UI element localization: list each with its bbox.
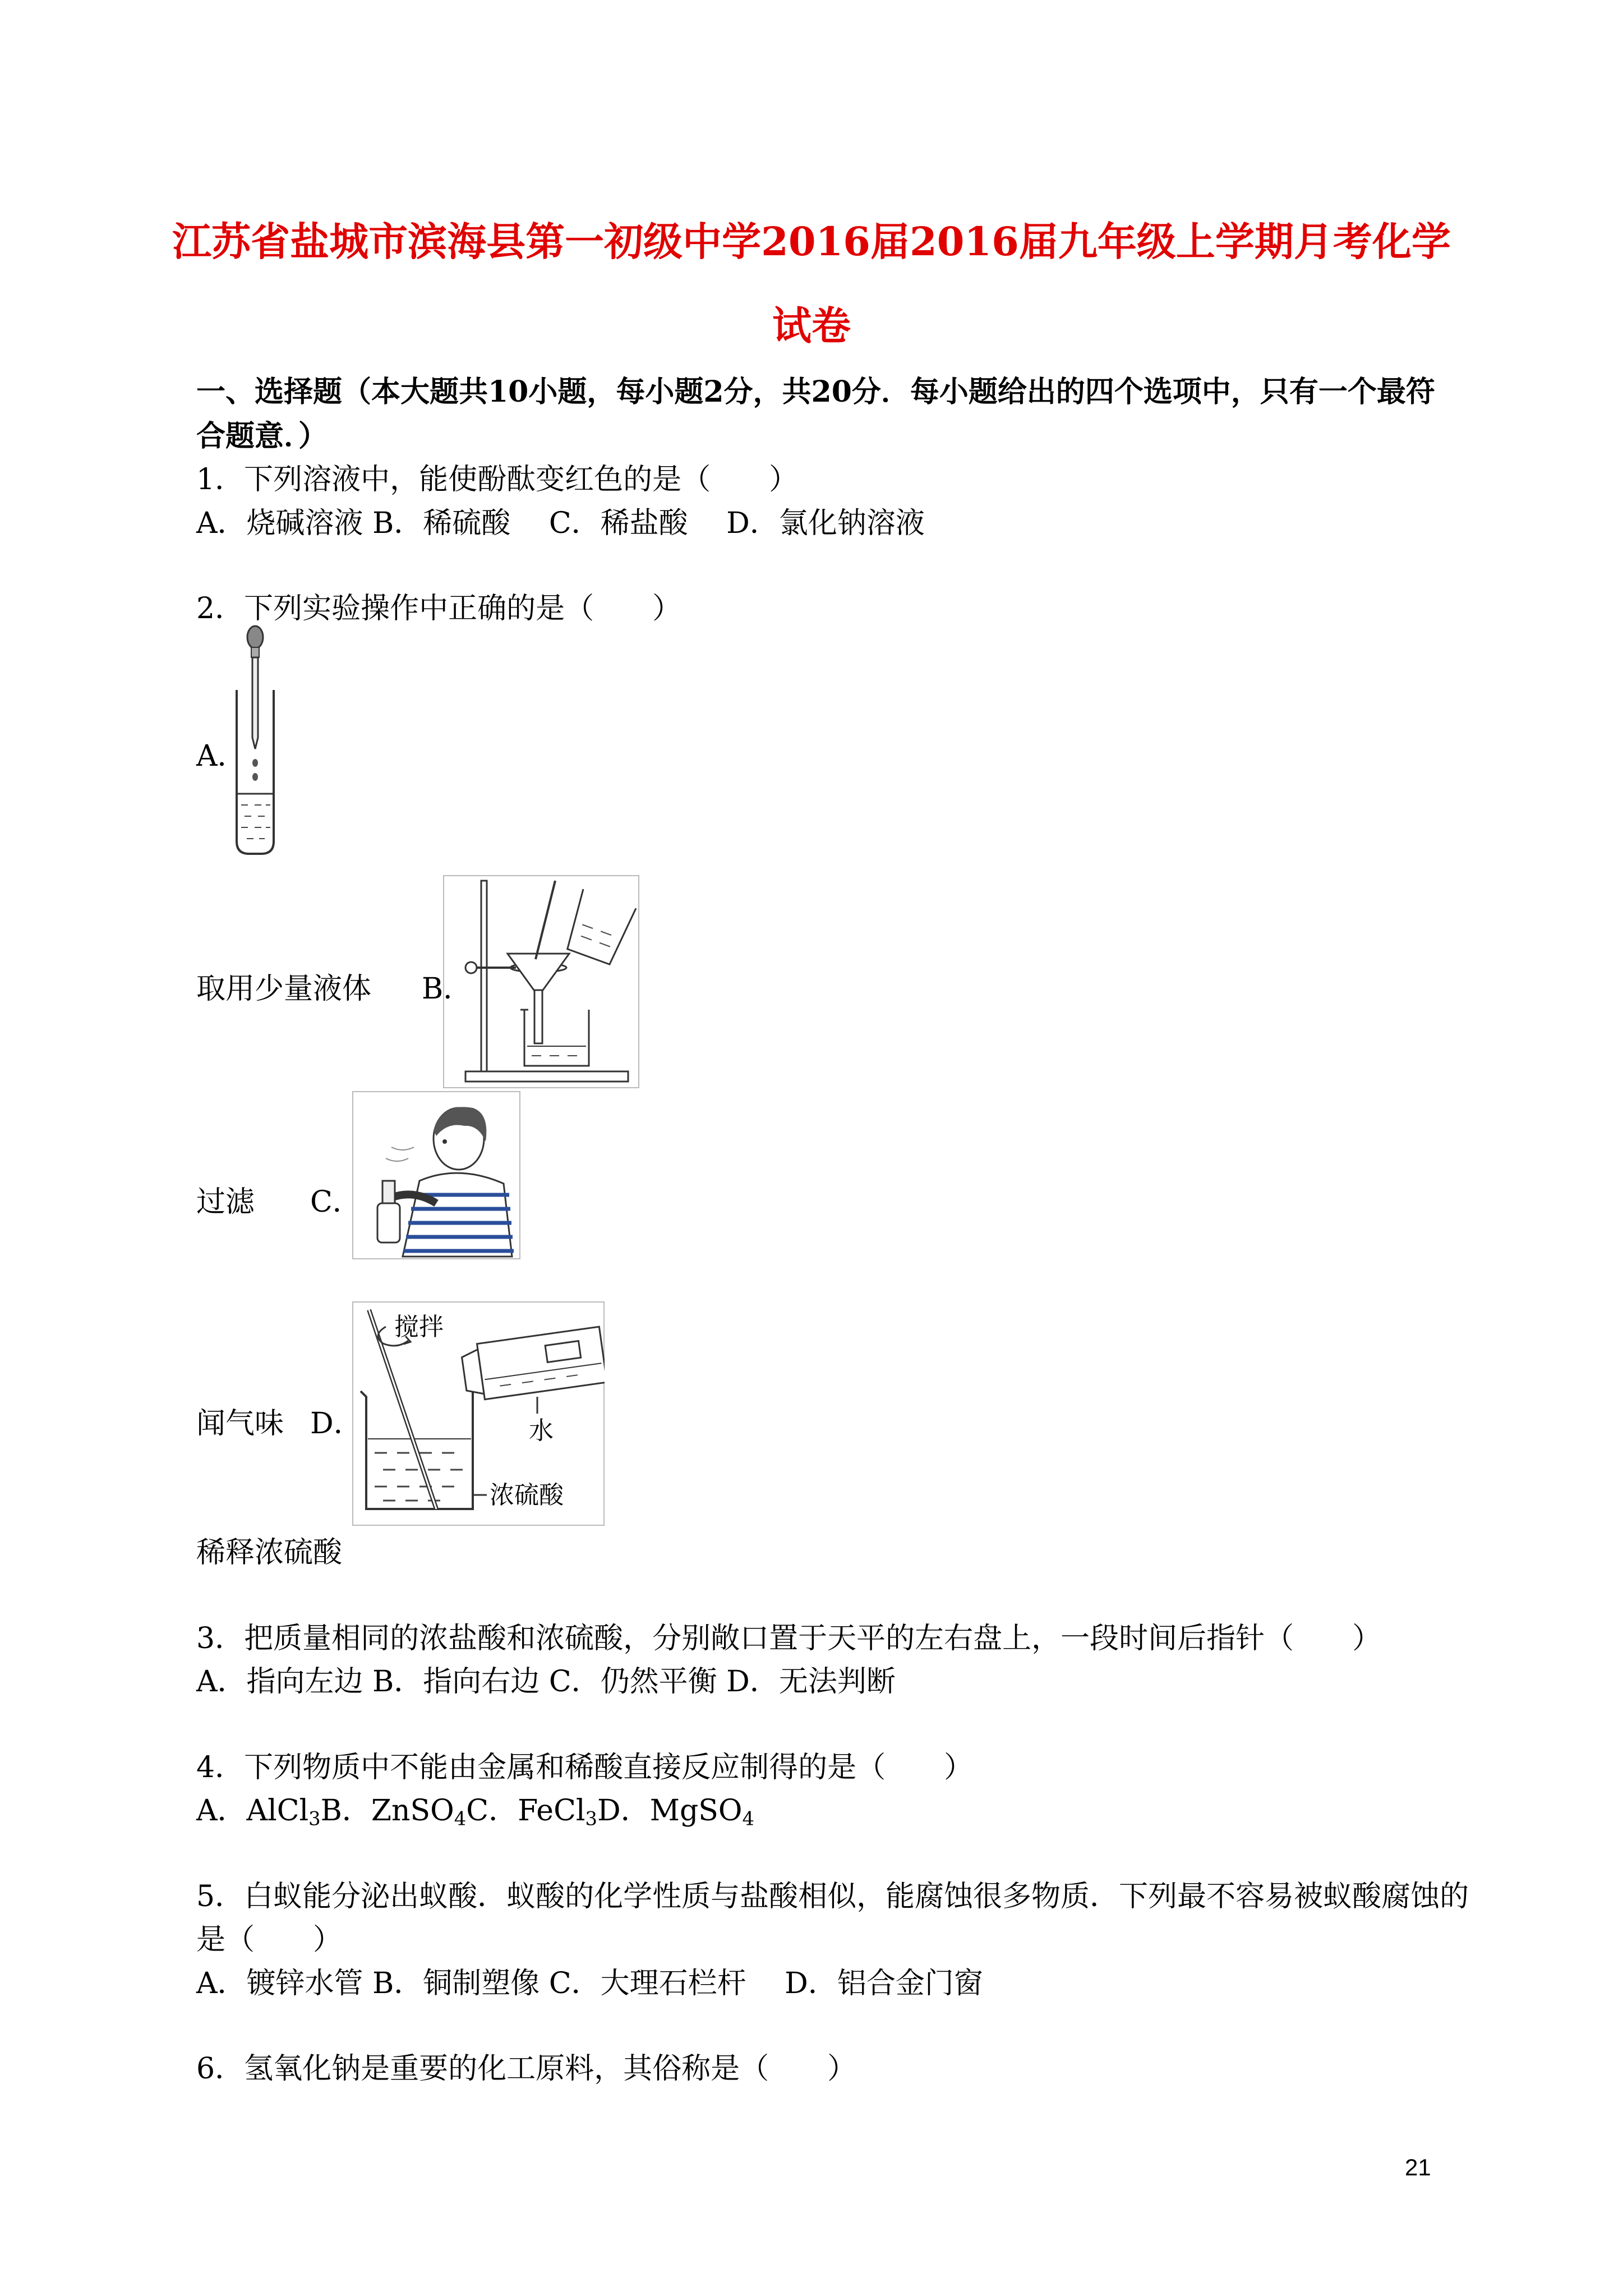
page-title-line1: 江苏省盐城市滨海县第一初级中学2016届2016届九年级上学期月考化学 <box>172 218 1451 265</box>
page-number: 21 <box>1405 2154 1431 2180</box>
q4-option-c-sub: 3 <box>585 1807 598 1830</box>
q4-option-c: C．FeCl <box>466 1794 585 1828</box>
q4-option-a-sub: 3 <box>308 1807 321 1830</box>
q2-label-b: B． <box>422 972 473 1006</box>
q4-option-b: B．ZnSO <box>320 1794 454 1828</box>
q4-option-d-sub: 4 <box>742 1807 755 1830</box>
q2-caption-b: 过滤 <box>196 1185 255 1219</box>
section-heading-line2: 合题意．） <box>196 419 328 453</box>
q3-options: A．指向左边 B．指向右边 C．仍然平衡 D．无法判断 <box>196 1665 896 1699</box>
q2-label-a: A． <box>196 739 247 773</box>
figure-filtration <box>443 875 639 1088</box>
q2-label-c: C． <box>310 1185 362 1219</box>
fig-d-acid-label: 浓硫酸 <box>490 1481 564 1510</box>
q2-caption-a: 取用少量液体 <box>196 972 372 1006</box>
q3-stem: 3．把质量相同的浓盐酸和浓硫酸，分别敞口置于天平的左右盘上，一段时间后指针（ ） <box>196 1622 1382 1655</box>
figure-smelling-boy <box>352 1091 520 1259</box>
section-heading-line1: 一、选择题（本大题共10小题，每小题2分，共20分．每小题给出的四个选项中，只有一个最符 <box>196 375 1435 409</box>
q4-stem: 4．下列物质中不能由金属和稀酸直接反应制得的是（ ） <box>196 1751 974 1784</box>
q2-label-d: D． <box>310 1407 363 1441</box>
q1-stem: 1．下列溶液中，能使酚酞变红色的是（ ） <box>196 463 799 496</box>
q5-options: A．镀锌水管 B．铜制塑像 C．大理石栏杆 D．铝合金门窗 <box>196 1967 983 2000</box>
q4-option-a: A．AlCl <box>196 1794 309 1828</box>
q5-stem-line1: 5．白蚁能分泌出蚁酸．蚁酸的化学性质与盐酸相似，能腐蚀很多物质．下列最不容易被蚁酸腐蚀的 <box>196 1880 1469 1913</box>
q2-caption-d: 稀释浓硫酸 <box>196 1536 343 1570</box>
q5-stem-line2: 是（ ） <box>196 1923 343 1957</box>
q1-options: A．烧碱溶液 B．稀硫酸 C．稀盐酸 D．氯化钠溶液 <box>196 507 925 540</box>
page-title-line2: 试卷 <box>772 302 851 349</box>
figure-dilute-acid <box>352 1301 605 1526</box>
q2-stem: 2．下列实验操作中正确的是（ ） <box>196 592 682 625</box>
q4-option-d: D．MgSO <box>597 1794 743 1828</box>
q4-options <box>196 1787 754 1829</box>
q4-option-b-sub: 4 <box>454 1807 467 1830</box>
q6-stem: 6．氢氧化钠是重要的化工原料，其俗称是（ ） <box>196 2052 857 2086</box>
fig-d-stir-label: 搅拌 <box>394 1313 444 1341</box>
fig-d-water-label: 水 <box>529 1416 554 1445</box>
q2-caption-c: 闻气味 <box>196 1407 284 1441</box>
